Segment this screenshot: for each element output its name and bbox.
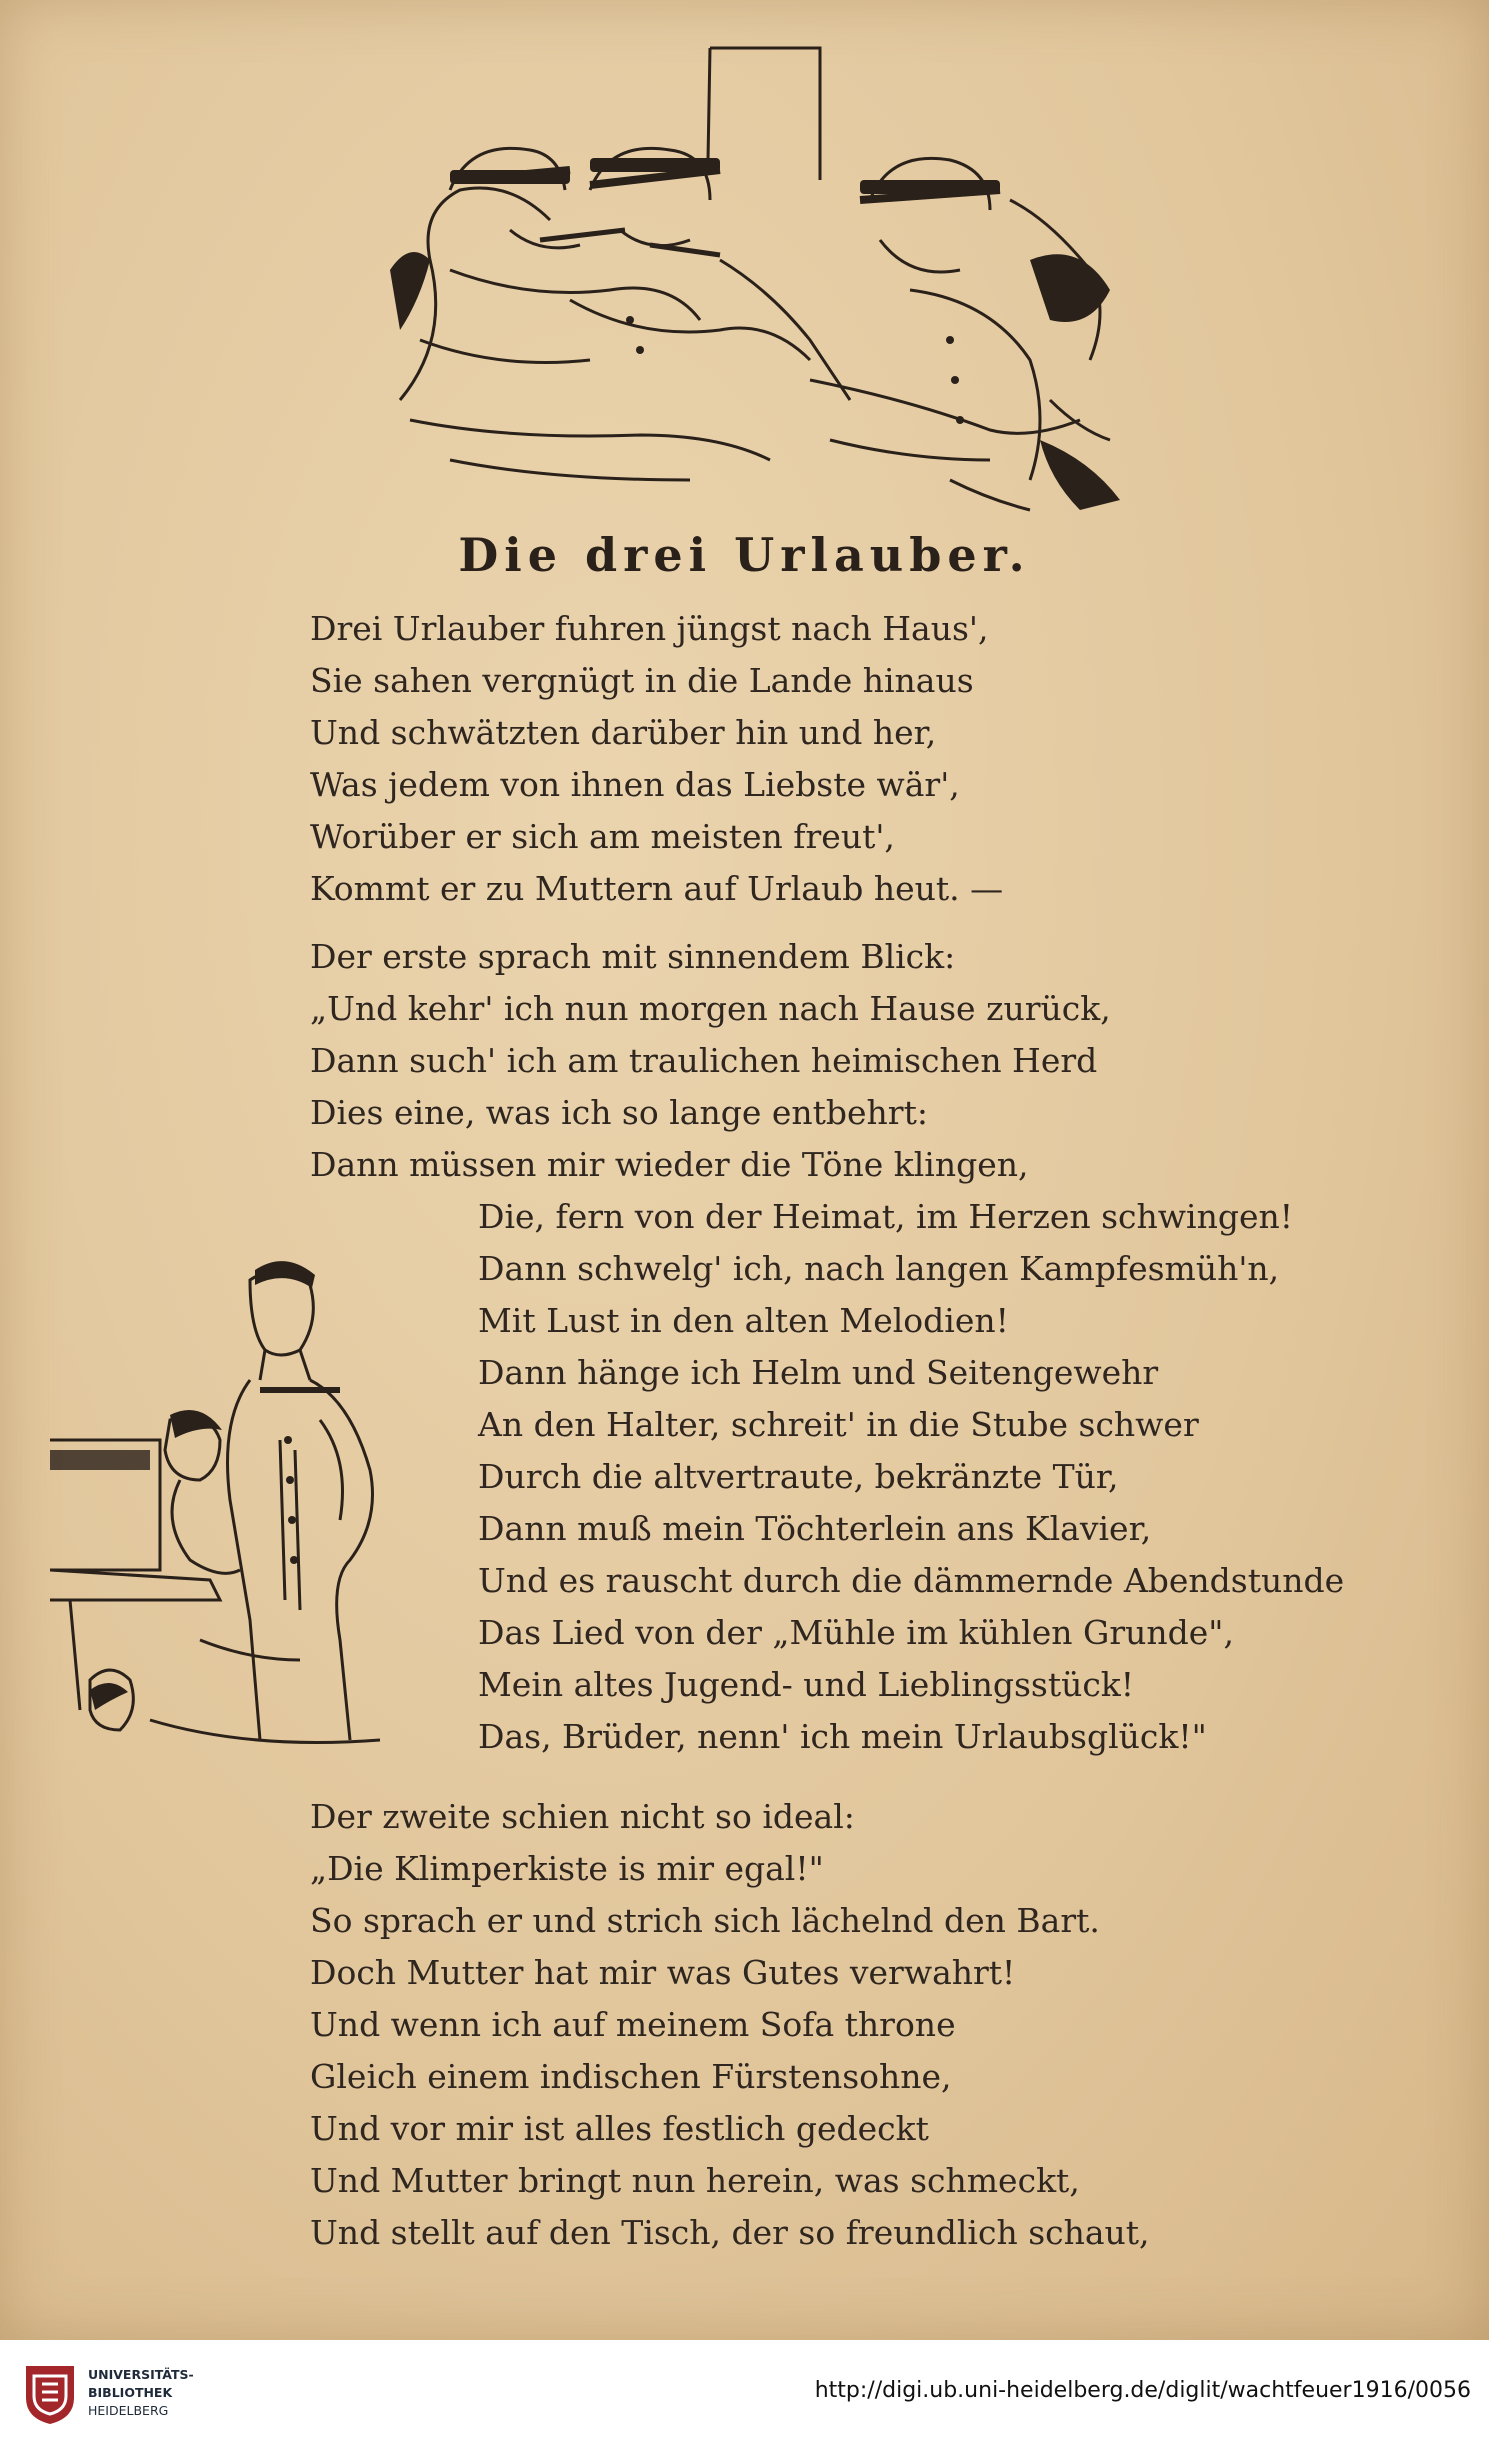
poem-line: Was jedem von ihnen das Liebste wär', [310, 765, 960, 804]
poem-line: Mein altes Jugend- und Lieblingsstück! [478, 1665, 1135, 1704]
poem-line: Dann müssen mir wieder die Töne klingen, [310, 1145, 1029, 1184]
poem-line: Drei Urlauber fuhren jüngst nach Haus', [310, 609, 989, 648]
library-name-line2: BIBLIOTHEK [88, 2385, 173, 2400]
university-library-logo-icon [22, 2362, 78, 2426]
library-name-line1: UNIVERSITÄTS- [88, 2367, 194, 2382]
poem-line: „Die Klimperkiste is mir egal!" [310, 1849, 824, 1888]
source-url-link[interactable]: http://digi.ub.uni-heidelberg.de/diglit/wachtfeuer1916/0056 [814, 2378, 1471, 2403]
poem-line: Und stellt auf den Tisch, der so freundlich schaut, [310, 2213, 1150, 2252]
poem-line: Doch Mutter hat mir was Gutes verwahrt! [310, 1953, 1016, 1992]
poem-line: Das, Brüder, nenn' ich mein Urlaubsglück!" [478, 1717, 1207, 1756]
poem-line: Worüber er sich am meisten freut', [310, 817, 895, 856]
poem-line: Dann muß mein Töchterlein ans Klavier, [478, 1509, 1152, 1548]
poem-line: Dann such' ich am traulichen heimischen Herd [310, 1041, 1098, 1080]
poem-line: Das Lied von der „Mühle im kühlen Grunde", [478, 1613, 1234, 1652]
poem-line: Und es rauscht durch die dämmernde Abendstunde [478, 1561, 1345, 1600]
poem-line: „Und kehr' ich nun morgen nach Hause zurück, [310, 989, 1111, 1028]
library-name [88, 2366, 194, 2420]
poem-line: Und vor mir ist alles festlich gedeckt [310, 2109, 929, 2148]
poem-line: Durch die altvertraute, bekränzte Tür, [478, 1457, 1119, 1496]
poem-line: Dann hänge ich Helm und Seitengewehr [478, 1353, 1159, 1392]
poem-line: Der erste sprach mit sinnendem Blick: [310, 937, 956, 976]
footer-bar [0, 2340, 1489, 2451]
poem-line: An den Halter, schreit' in die Stube schwer [478, 1405, 1199, 1444]
poem-line: Die, fern von der Heimat, im Herzen schwingen! [478, 1197, 1293, 1236]
poem-line: Mit Lust in den alten Melodien! [478, 1301, 1009, 1340]
poem-line: Dies eine, was ich so lange entbehrt: [310, 1093, 928, 1132]
poem-line: Dann schwelg' ich, nach langen Kampfesmüh'n, [478, 1249, 1280, 1288]
poem-line: Und wenn ich auf meinem Sofa throne [310, 2005, 956, 2044]
poem-line: So sprach er und strich sich lächelnd den Bart. [310, 1901, 1100, 1940]
library-name-line3: HEIDELBERG [88, 2403, 169, 2418]
poem-line: Gleich einem indischen Fürstensohne, [310, 2057, 952, 2096]
poem-line: Sie sahen vergnügt in die Lande hinaus [310, 661, 974, 700]
poem-line: Der zweite schien nicht so ideal: [310, 1797, 855, 1836]
poem-line: Und schwätzten darüber hin und her, [310, 713, 937, 752]
poem-line: Und Mutter bringt nun herein, was schmeckt, [310, 2161, 1080, 2200]
poem-line: Kommt er zu Muttern auf Urlaub heut. — [310, 869, 1004, 908]
poem-title: Die drei Urlauber. [458, 528, 1031, 582]
